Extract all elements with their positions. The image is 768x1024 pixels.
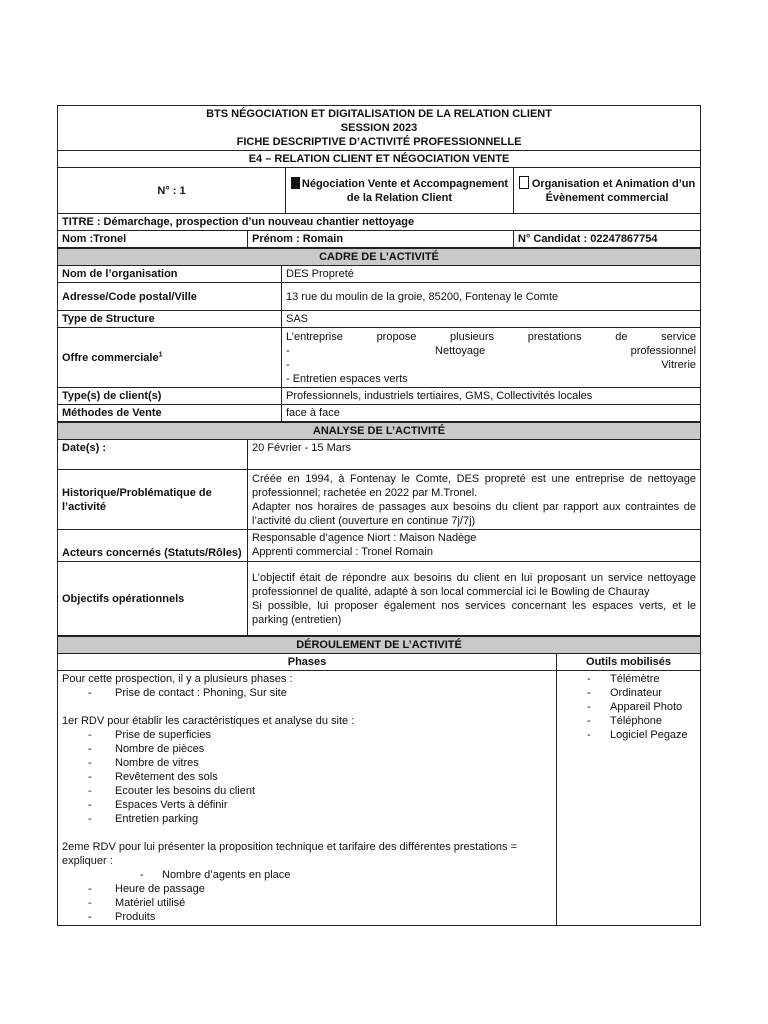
option-evenement [514, 168, 701, 214]
offre-line-1 [286, 330, 696, 344]
list-item: - Entretien parking [62, 812, 552, 826]
intro-list [62, 686, 552, 700]
option-negociation [286, 168, 514, 214]
offre-line-2 [286, 344, 696, 358]
candidate-prenom-text: Prénom : Romain [252, 233, 344, 245]
historique-label: Historique/Problématique de l’activité [58, 470, 248, 530]
analyse-heading: ANALYSE DE L’ACTIVITÉ [58, 423, 701, 440]
offre-line-3 [286, 358, 696, 372]
historique-line: Créée en 1994, à Fontenay le Comte, DES propreté est une entreprise de nettoyage professionnel; rachetée en 2022 par M.Tronel. [252, 472, 697, 499]
list-item: - Prise de contact : Phoning, Sur site [62, 686, 552, 700]
option-negociation-label: Négociation Vente et Accompagnement de la Relation Client [301, 177, 509, 204]
offre-word: professionnel [630, 344, 697, 357]
tool-item: - Appareil Photo [561, 700, 696, 714]
activity-sheet [57, 105, 700, 926]
dates-label: Date(s) : [58, 440, 248, 470]
offre-word: propose [376, 330, 417, 343]
phases-header: Phases [58, 654, 557, 671]
address-label: Adresse/Code postal/Ville [58, 283, 282, 311]
offre-label-text: Offre commerciale [62, 351, 159, 364]
rdv1-list [62, 728, 552, 826]
cadre-table [57, 248, 701, 422]
rdv2-list [62, 882, 552, 924]
candidate-prenom [248, 231, 514, 248]
empty-box-icon[interactable] [519, 176, 529, 189]
list-item: - Produits [62, 910, 552, 924]
deroulement-table [57, 636, 701, 926]
org-value: DES Propreté [282, 266, 701, 283]
structure-value: SAS [282, 311, 701, 328]
methodes-label: Méthodes de Vente [58, 405, 282, 422]
header-line-1: BTS NÉGOCIATION ET DIGITALISATION DE LA RELATION CLIENT [206, 108, 552, 120]
objectif-line: L’objectif était de répondre aux besoins du client en lui proposant un service nettoyage professionnel de qualité, adapté à son local commercial ici le Bowling de Chauray [252, 571, 697, 598]
offre-word: Nettoyage [435, 344, 486, 357]
list-item: - Ecouter les besoins du client [62, 784, 552, 798]
historique-line: Adapter nos horaires de passages aux besoins du client par rapport aux contraintes de l’activité du client (ouverture en continue 7j/7j) [252, 500, 697, 527]
objectifs-label: Objectifs opérationnels [58, 562, 248, 636]
offre-word: service [661, 330, 697, 343]
offre-line-4: - Entretien espaces verts [286, 372, 408, 385]
outils-header: Outils mobilisés [557, 654, 701, 671]
phases-cell [58, 671, 557, 926]
offre-label [58, 328, 282, 388]
rdv2-sublist [62, 868, 552, 882]
candidate-numero: N° Candidat : 02247867754 [514, 231, 701, 248]
offre-value [282, 328, 701, 388]
fiche-number: N° : 1 [58, 168, 286, 214]
tool-item: - Ordinateur [561, 686, 696, 700]
phases-intro: Pour cette prospection, il y a plusieurs phases : [62, 673, 293, 685]
header-line-2: SESSION 2023 [340, 122, 418, 134]
list-item: - Heure de passage [62, 882, 552, 896]
offre-word: de [615, 330, 628, 343]
list-item: - Matériel utilisé [62, 896, 552, 910]
offre-word: plusieurs [450, 330, 495, 343]
offre-dash: - [286, 344, 290, 357]
address-value: 13 rue du moulin de la groie, 85200, Fontenay le Comte [282, 283, 701, 311]
structure-label: Type de Structure [58, 311, 282, 328]
offre-dash: - [286, 358, 290, 371]
tool-item: - Télémètre [561, 672, 696, 686]
tool-item: - Logiciel Pegaze [561, 728, 696, 742]
list-item: - Revêtement des sols [62, 770, 552, 784]
dates-value: 20 Février - 15 Mars [248, 440, 701, 470]
deroulement-heading: DÉROULEMENT DE L’ACTIVITÉ [58, 637, 701, 654]
methodes-value: face à face [282, 405, 701, 422]
list-item: - Nombre de pièces [62, 742, 552, 756]
outils-list [561, 672, 696, 742]
offre-word: prestations [527, 330, 582, 343]
objectif-line: Si possible, lui proposer également nos services concernant les espaces verts, et le parking (entretien) [252, 599, 697, 626]
analyse-table [57, 422, 701, 636]
acteurs-value [248, 530, 701, 562]
sheet-table [57, 105, 701, 248]
exam-title: E4 – RELATION CLIENT ET NÉGOCIATION VENTE [58, 151, 701, 168]
clients-value: Professionnels, industriels tertiaires, GMS, Collectivités locales [282, 388, 701, 405]
acteur-line: Responsable d’agence Niort : Maison Nadège [252, 532, 477, 544]
tool-item: - Téléphone [561, 714, 696, 728]
list-item: - Nombre d’agents en place [62, 868, 552, 882]
cadre-heading: CADRE DE L’ACTIVITÉ [58, 249, 701, 266]
activity-title: TITRE : Démarchage, prospection d’un nouveau chantier nettoyage [58, 214, 701, 231]
rdv1-title: 1er RDV pour établir les caractéristiques et analyse du site : [62, 715, 355, 727]
header-line-3: FICHE DESCRIPTIVE D’ACTIVITÉ PROFESSIONNELLE [236, 136, 522, 148]
clients-label: Type(s) de client(s) [58, 388, 282, 405]
checked-box-icon[interactable] [291, 177, 300, 189]
list-item: - Nombre de vitres [62, 756, 552, 770]
footnote-marker: 1 [158, 350, 163, 358]
option-evenement-label: Organisation et Animation d’un Évènement commercial [531, 178, 696, 204]
offre-word: L’entreprise [286, 330, 343, 343]
acteur-line: Apprenti commercial : Tronel Romain [252, 546, 433, 558]
rdv2-title: 2eme RDV pour lui présenter la proposition technique et tarifaire des différentes prestations = expliquer : [62, 841, 518, 867]
list-item: - Espaces Verts à définir [62, 798, 552, 812]
sheet-header [58, 106, 701, 151]
list-item: - Prise de superficies [62, 728, 552, 742]
offre-word: Vitrerie [661, 358, 697, 371]
outils-cell [557, 671, 701, 926]
objectifs-value [248, 562, 701, 636]
org-label: Nom de l’organisation [58, 266, 282, 283]
candidate-nom: Nom :Tronel [58, 231, 248, 248]
acteurs-label: Acteurs concernés (Statuts/Rôles) [58, 530, 248, 562]
historique-value [248, 470, 701, 530]
